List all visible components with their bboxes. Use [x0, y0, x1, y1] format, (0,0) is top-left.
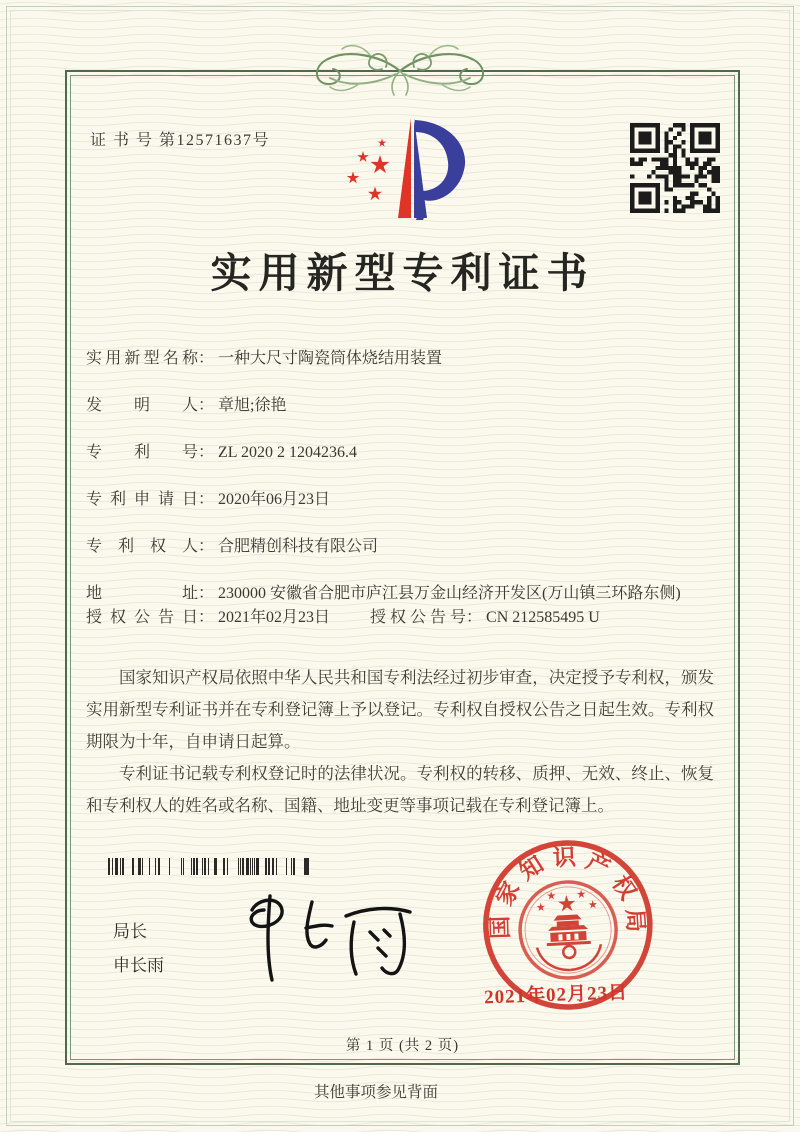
field-grant-date [86, 606, 330, 630]
field-label: 专利权人 [86, 538, 198, 555]
field-colon: ： [198, 491, 215, 508]
field-colon: ： [198, 538, 215, 555]
field-label: 专利申请日 [86, 491, 198, 508]
field-label: 发明人 [86, 397, 198, 414]
certificate-title: 实用新型专利证书 [210, 250, 595, 296]
field-value: CN 212585495 U [486, 609, 600, 626]
field-colon: ： [198, 609, 215, 626]
back-side-note: 其他事项参见背面 [313, 1084, 438, 1101]
seal-text: 国家知识产权局 [487, 844, 649, 940]
field-label: 地址 [86, 585, 198, 602]
field-label: 授权公告号 [370, 609, 467, 626]
field-colon: ： [198, 397, 215, 414]
field-value: 章旭;徐艳 [218, 397, 287, 414]
director-title: 局长 [113, 922, 147, 941]
field-label: 授权公告日 [86, 609, 198, 626]
page-number: 第 1 页 (共 2 页) [345, 1038, 460, 1054]
national-emblem [518, 880, 619, 981]
field-label: 实用新型名称 [86, 350, 198, 367]
qr-code-icon [630, 123, 720, 213]
field-value: 2020年06月23日 [218, 491, 331, 508]
field-row-filing-date [86, 488, 726, 512]
field-row-grant-info [86, 606, 726, 630]
field-colon: ： [198, 585, 215, 602]
field-value: 合肥精创科技有限公司 [218, 538, 379, 555]
field-row-utility-model-name [86, 347, 726, 371]
field-row-address [86, 582, 726, 606]
field-label: 专利号 [86, 444, 198, 461]
border-top-ornament [280, 42, 520, 102]
cnipa-logo-icon [336, 112, 466, 224]
field-grant-number [370, 606, 600, 630]
body-paragraph: 国家知识产权局依照中华人民共和国专利法经过初步审查，决定授予专利权，颁发实用新型专利证书并在专利登记簿上予以登记。专利权自授权公告之日起生效。专利权期限为十年，自申请日起算。 [86, 668, 714, 751]
handwritten-signature-icon [228, 888, 418, 993]
body-paragraph: 专利证书记载专利权登记时的法律状况。专利权的转移、质押、无效、终止、恢复和专利权人的姓名或名称、国籍、地址变更等事项记载在专利登记簿上。 [86, 764, 714, 815]
director-block [113, 915, 164, 983]
field-row-patentee [86, 535, 726, 559]
field-value: 2021年02月23日 [218, 609, 331, 626]
seal-date: 2021年02月23日 [483, 982, 629, 1009]
field-colon: ： [198, 444, 215, 461]
field-list [86, 347, 726, 630]
field-colon: ： [198, 350, 215, 367]
certificate-number: 证 书 号 第12571637号 [90, 132, 271, 149]
barcode-icon [108, 858, 313, 875]
field-row-inventor [86, 394, 726, 418]
field-value: 230000 安徽省合肥市庐江县万金山经济开发区(万山镇三环路东侧) [218, 585, 681, 602]
field-value: ZL 2020 2 1204236.4 [218, 444, 357, 461]
field-colon: ： [466, 609, 483, 626]
director-name: 申长雨 [113, 956, 164, 975]
legal-body-text [86, 662, 714, 822]
field-row-patent-number [86, 441, 726, 465]
field-value: 一种大尺寸陶瓷筒体烧结用装置 [218, 350, 443, 367]
